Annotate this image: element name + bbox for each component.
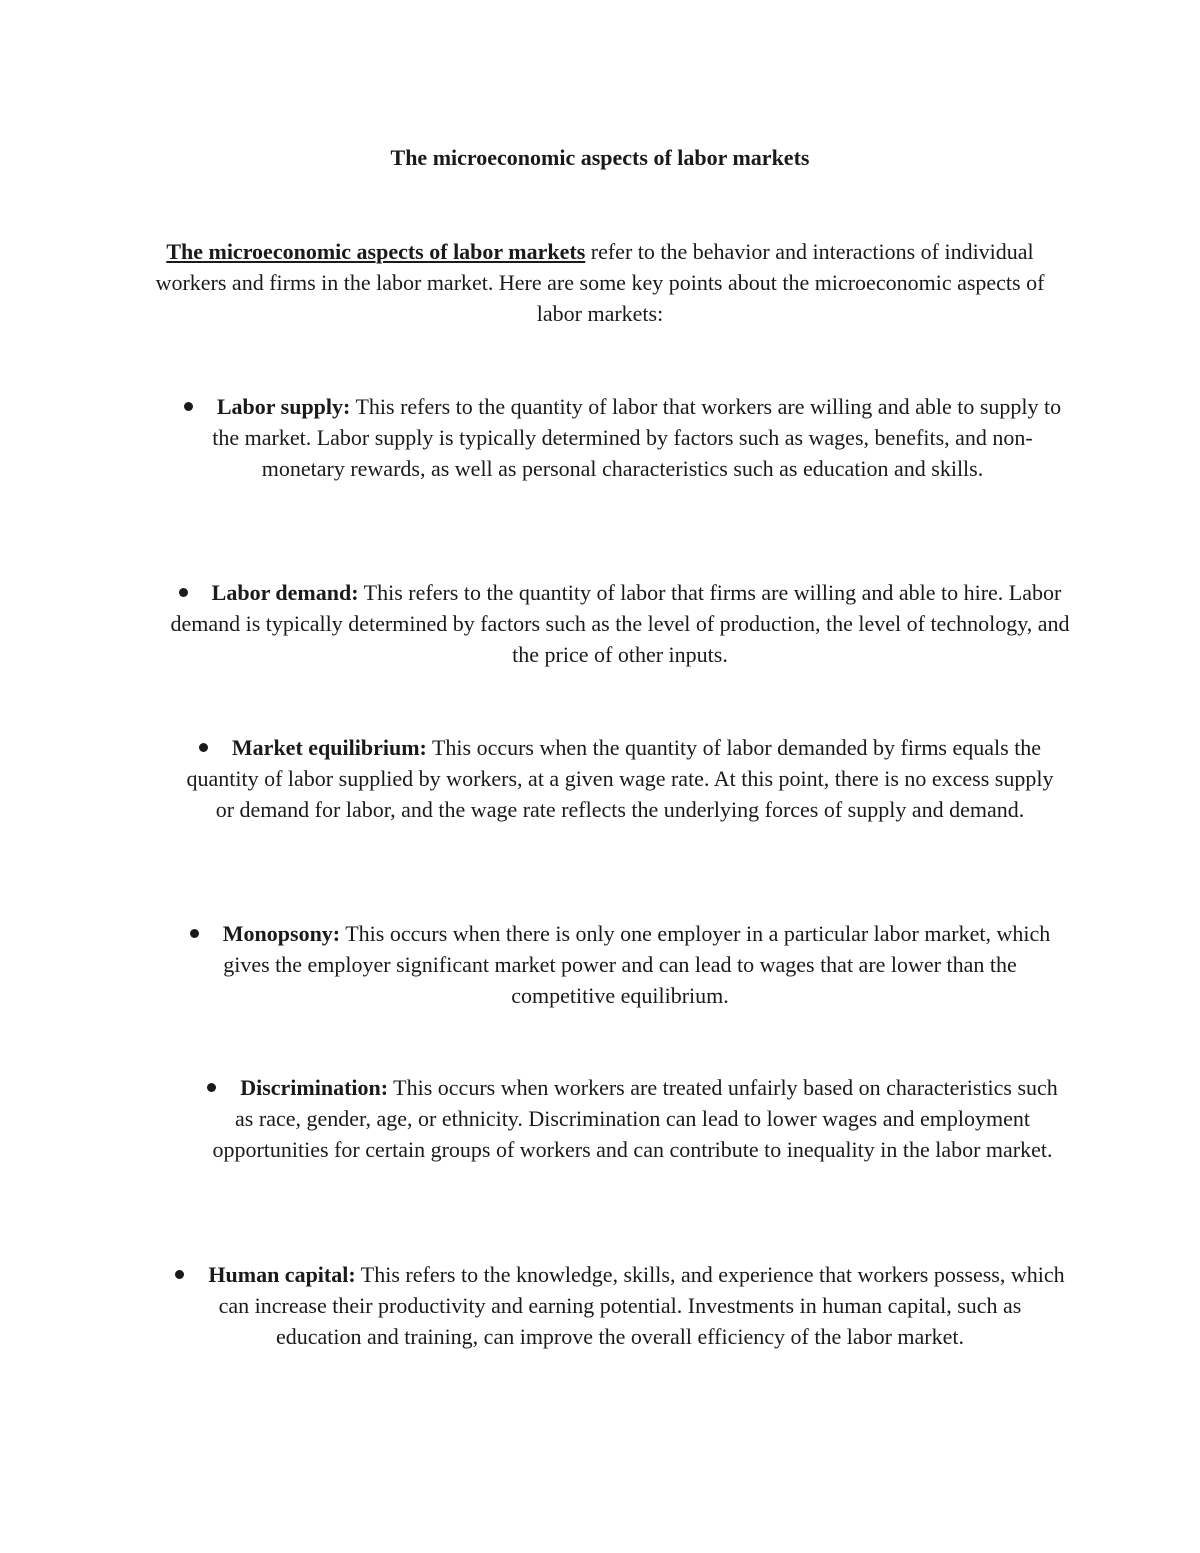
bullet-icon xyxy=(184,402,193,411)
bullet-icon xyxy=(179,588,188,597)
bullet-text: This occurs when the quantity of labor demanded by firms equals the quantity of labor supplied by workers, at a given wage rate. At this point, there is no excess supply or demand for labor, and the wage rate reflects the underlying forces of supply and demand. xyxy=(186,735,1054,822)
bullet-icon xyxy=(199,743,208,752)
bullet-item-market-equilibrium xyxy=(175,732,1065,825)
bullet-term: Labor demand: xyxy=(211,580,359,605)
bullet-item-human-capital xyxy=(175,1259,1065,1352)
bullet-item-labor-supply xyxy=(180,391,1065,484)
intro-text: refer to the behavior and interactions of individual workers and firms in the labor market. Here are some key points about the microeconomic aspects of labor markets: xyxy=(155,239,1045,326)
bullet-text: This refers to the knowledge, skills, and experience that workers possess, which can increase their productivity and earning potential. Investments in human capital, such as education and training, can improve the overall efficiency of the labor market. xyxy=(218,1262,1065,1349)
bullet-item-monopsony xyxy=(185,918,1055,1011)
bullet-icon xyxy=(175,1270,184,1279)
bullet-text: This refers to the quantity of labor that firms are willing and able to hire. Labor demand is typically determined by factors such as the level of production, the level of technology, and the price of other inputs. xyxy=(170,580,1070,667)
bullet-icon xyxy=(190,929,199,938)
bullet-icon xyxy=(207,1083,216,1092)
bullet-term: Human capital: xyxy=(208,1262,356,1287)
bullet-term: Market equilibrium: xyxy=(231,735,427,760)
bullet-term: Labor supply: xyxy=(216,394,351,419)
bullet-text: This refers to the quantity of labor that workers are willing and able to supply to the market. Labor supply is typically determined by factors such as wages, benefits, and non-monetary rewards, as well as personal characteristics such as education and skills. xyxy=(212,394,1062,481)
intro-lead-phrase: The microeconomic aspects of labor markets xyxy=(166,239,586,264)
bullet-text: This occurs when workers are treated unfairly based on characteristics such as race, gender, age, or ethnicity. Discrimination can lead to lower wages and employment opportunities for certain groups of workers and can contribute to inequality in the labor market. xyxy=(212,1075,1058,1162)
intro-paragraph xyxy=(150,236,1050,329)
document-title: The microeconomic aspects of labor markets xyxy=(390,145,810,170)
bullet-term: Monopsony: xyxy=(222,921,341,946)
bullet-item-discrimination xyxy=(200,1072,1065,1165)
bullet-item-labor-demand xyxy=(170,577,1070,670)
bullet-term: Discrimination: xyxy=(240,1075,389,1100)
bullet-text: This occurs when there is only one employer in a particular labor market, which gives the employer significant market power and can lead to wages that are lower than the competitive equilibrium. xyxy=(223,921,1051,1008)
